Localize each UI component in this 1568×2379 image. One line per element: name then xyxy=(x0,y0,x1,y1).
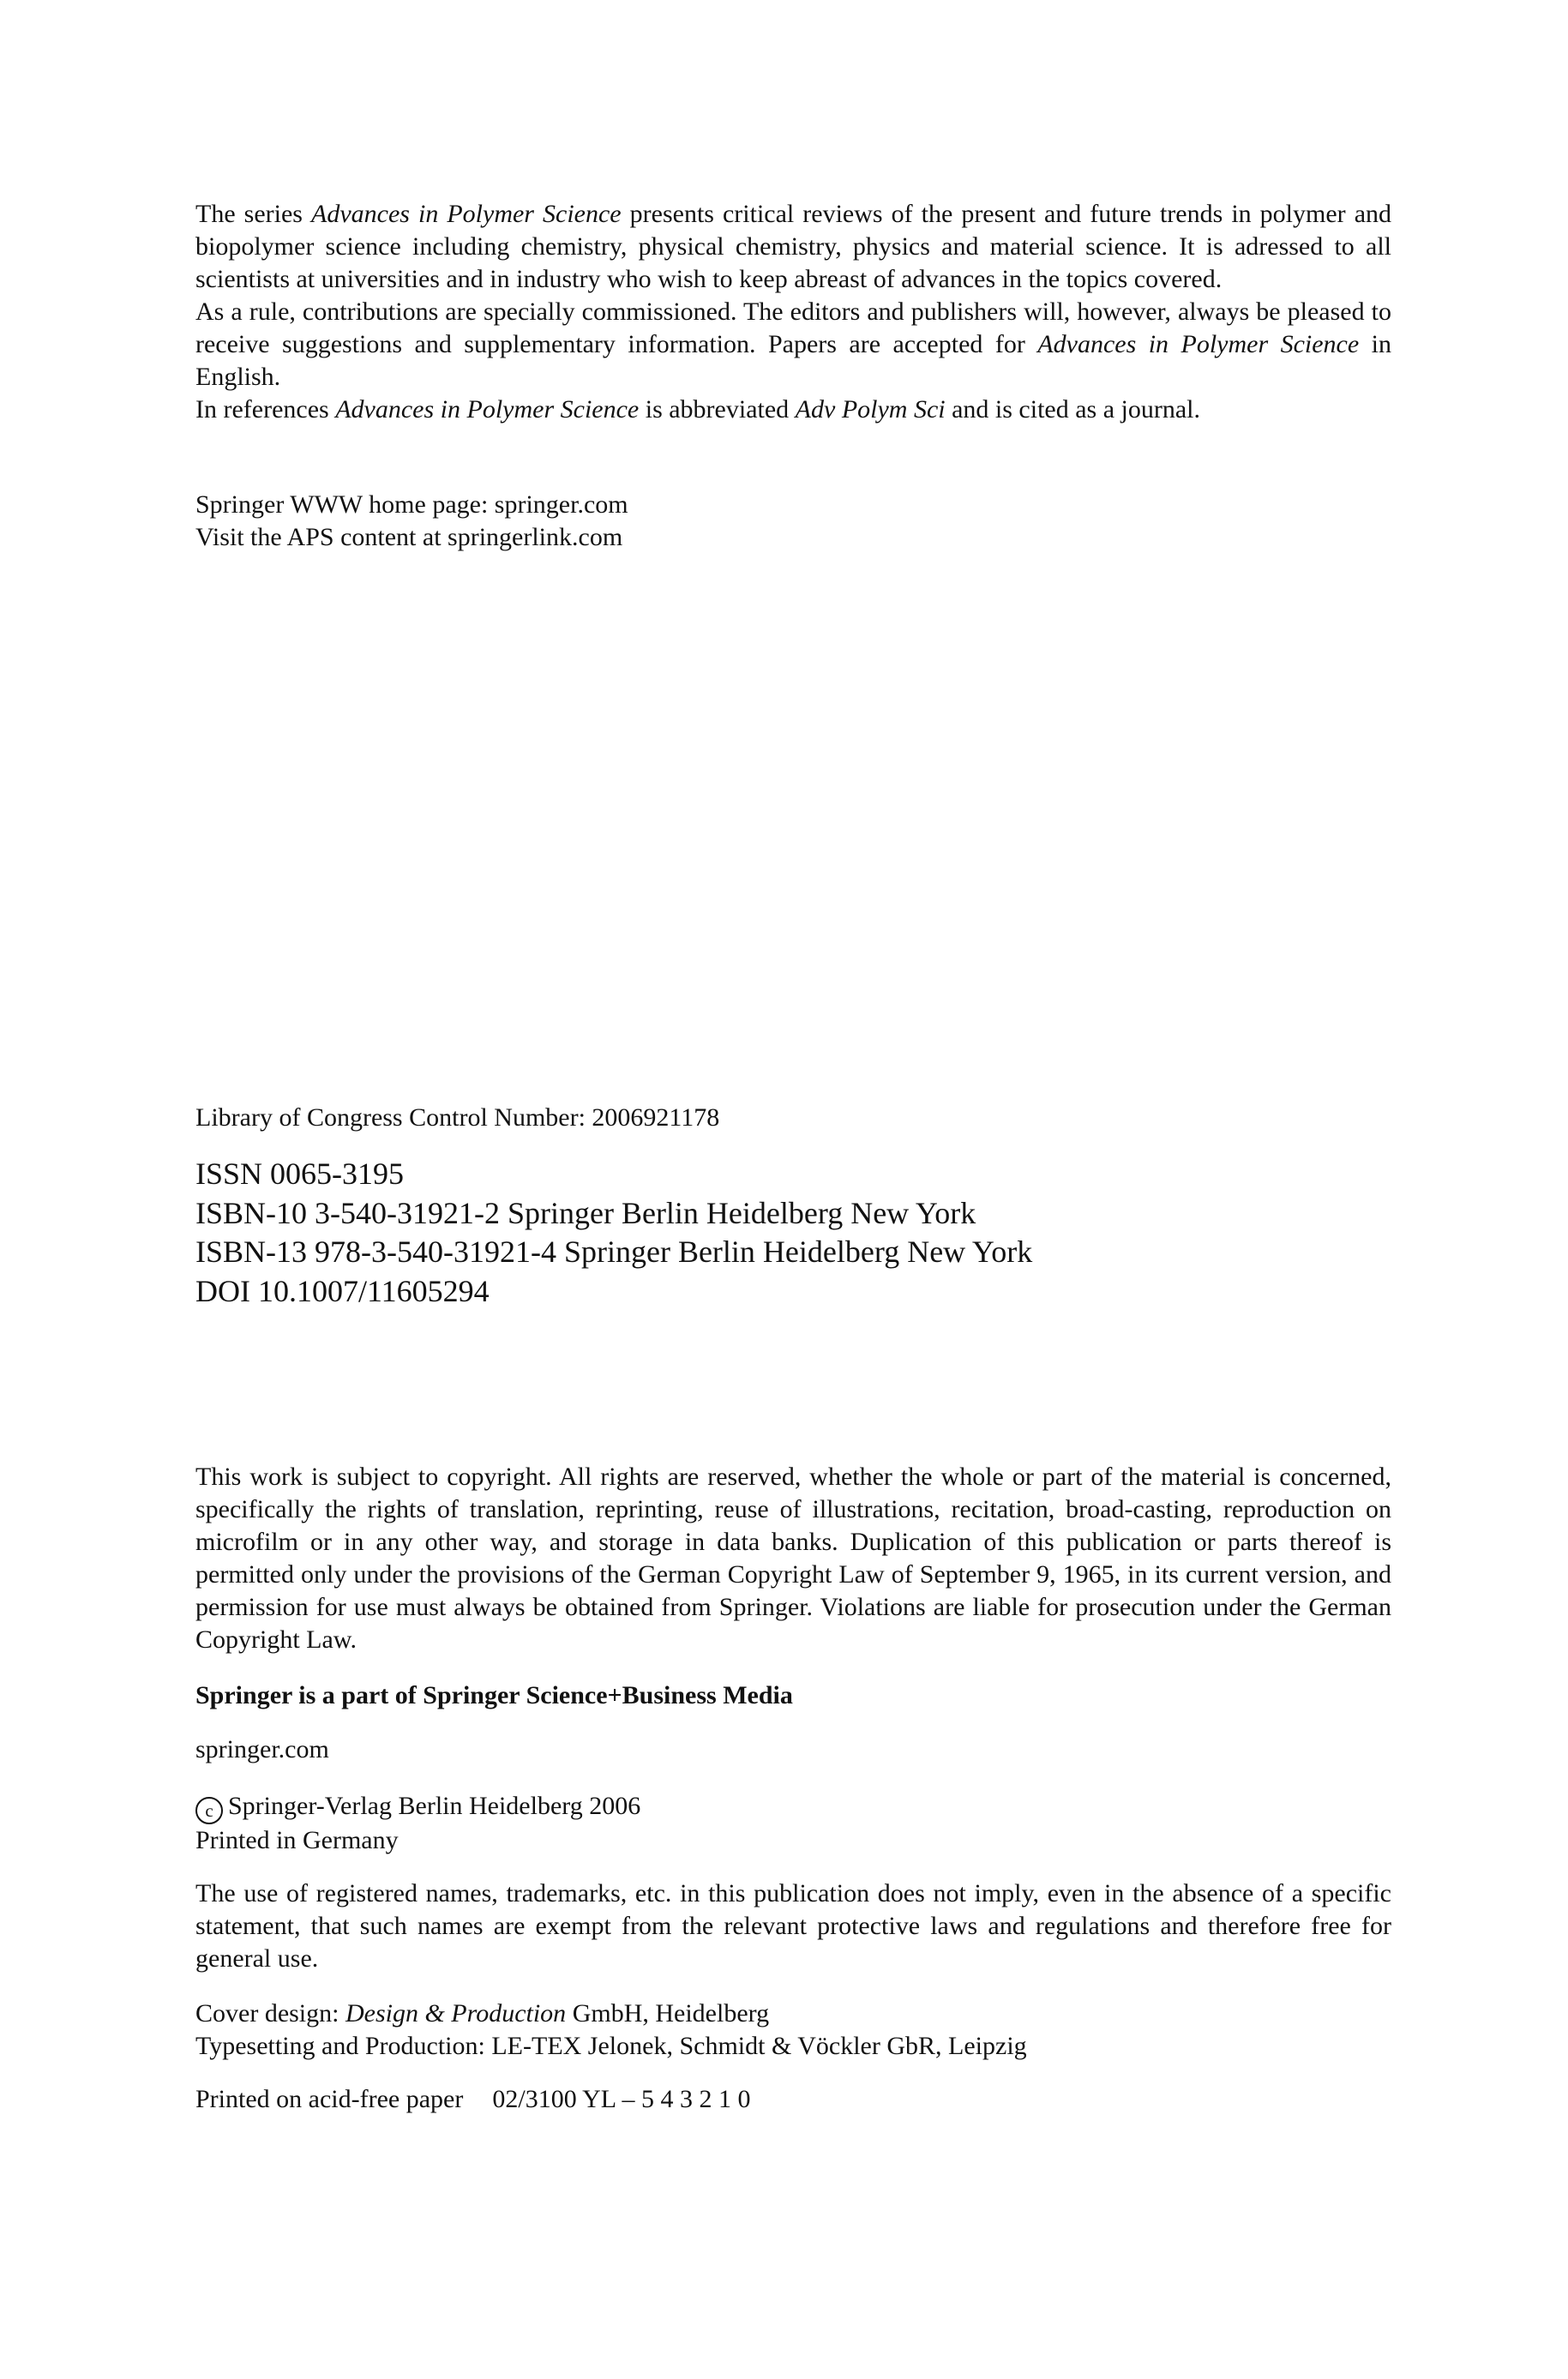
issn: ISSN 0065-3195 xyxy=(195,1156,405,1191)
copyright-holder: Springer-Verlag Berlin Heidelberg 2006 xyxy=(228,1792,641,1820)
printed-in: Printed in Germany xyxy=(195,1826,399,1854)
aps-content-link: Visit the APS content at springerlink.com xyxy=(195,523,623,551)
copyright-symbol-icon: c xyxy=(195,1797,223,1824)
copyright-notice xyxy=(195,1790,1391,1857)
isbn-13: ISBN-13 978-3-540-31921-4 Springer Berlin Heidelberg New York xyxy=(195,1235,1033,1269)
identifiers xyxy=(195,1155,1391,1311)
library-of-congress: Library of Congress Control Number: 2006921178 xyxy=(195,1103,720,1132)
series-paragraph-1: The series Advances in Polymer Science presents critical reviews of the present and future trends in polymer and biopolymer science including chemistry, physical chemistry, physics and material science. It is adressed to all scientists at universities and in industry who wish to keep abreast of advances in the topics covered. xyxy=(195,200,1392,293)
cover-design: Cover design: Design & Production GmbH, Heidelberg xyxy=(195,1999,770,2028)
trademarks-notice: The use of registered names, trademarks, etc. in this publication does not imply, even in the absence of a specific statement, that such names are exempt from the relevant protective laws and regulations and therefore free for general use. xyxy=(195,1879,1391,1973)
typesetting: Typesetting and Production: LE-TEX Jelonek, Schmidt & Vöckler GbR, Leipzig xyxy=(195,2032,1027,2060)
series-description xyxy=(195,198,1391,426)
isbn-10: ISBN-10 3-540-31921-2 Springer Berlin Heidelberg New York xyxy=(195,1195,976,1230)
series-paragraph-2: As a rule, contributions are specially commissioned. The editors and publishers will, however, always be pleased to receive suggestions and supplementary information. Papers are accepted for Advances in Polymer Science in English. xyxy=(195,297,1391,391)
print-code: 02/3100 YL – 5 4 3 2 1 0 xyxy=(492,2085,751,2113)
printing-info xyxy=(195,2083,1391,2116)
springer-home-page: Springer WWW home page: springer.com xyxy=(195,490,628,519)
web-links xyxy=(195,489,1391,554)
springer-url: springer.com xyxy=(195,1735,329,1763)
production-credits xyxy=(195,1998,1391,2063)
acid-free-paper: Printed on acid-free paper xyxy=(195,2085,464,2113)
doi: DOI 10.1007/11605294 xyxy=(195,1273,490,1308)
series-title: Advances in Polymer Science xyxy=(335,395,640,424)
series-title: Advances in Polymer Science xyxy=(311,200,622,228)
series-abbreviation: Adv Polym Sci xyxy=(795,395,946,424)
series-paragraph-3: In references Advances in Polymer Science is abbreviated Adv Polym Sci and is cited as a journal. xyxy=(195,395,1201,424)
springer-part-of: Springer is a part of Springer Science+Business Media xyxy=(195,1681,793,1709)
series-title: Advances in Polymer Science xyxy=(1037,330,1360,358)
copyright-statement: This work is subject to copyright. All rights are reserved, whether the whole or part of the material is concerned, specifically the rights of translation, reprinting, reuse of illustrations, recitation, broad-casting, reproduction on microfilm or in any other way, and storage in data banks. Duplication of this publication or parts thereof is permitted only under the provisions of the German Copyright Law of September 9, 1965, in its current version, and permission for use must always be obtained from Springer. Violations are liable for prosecution under the German Copyright Law. xyxy=(195,1463,1391,1654)
